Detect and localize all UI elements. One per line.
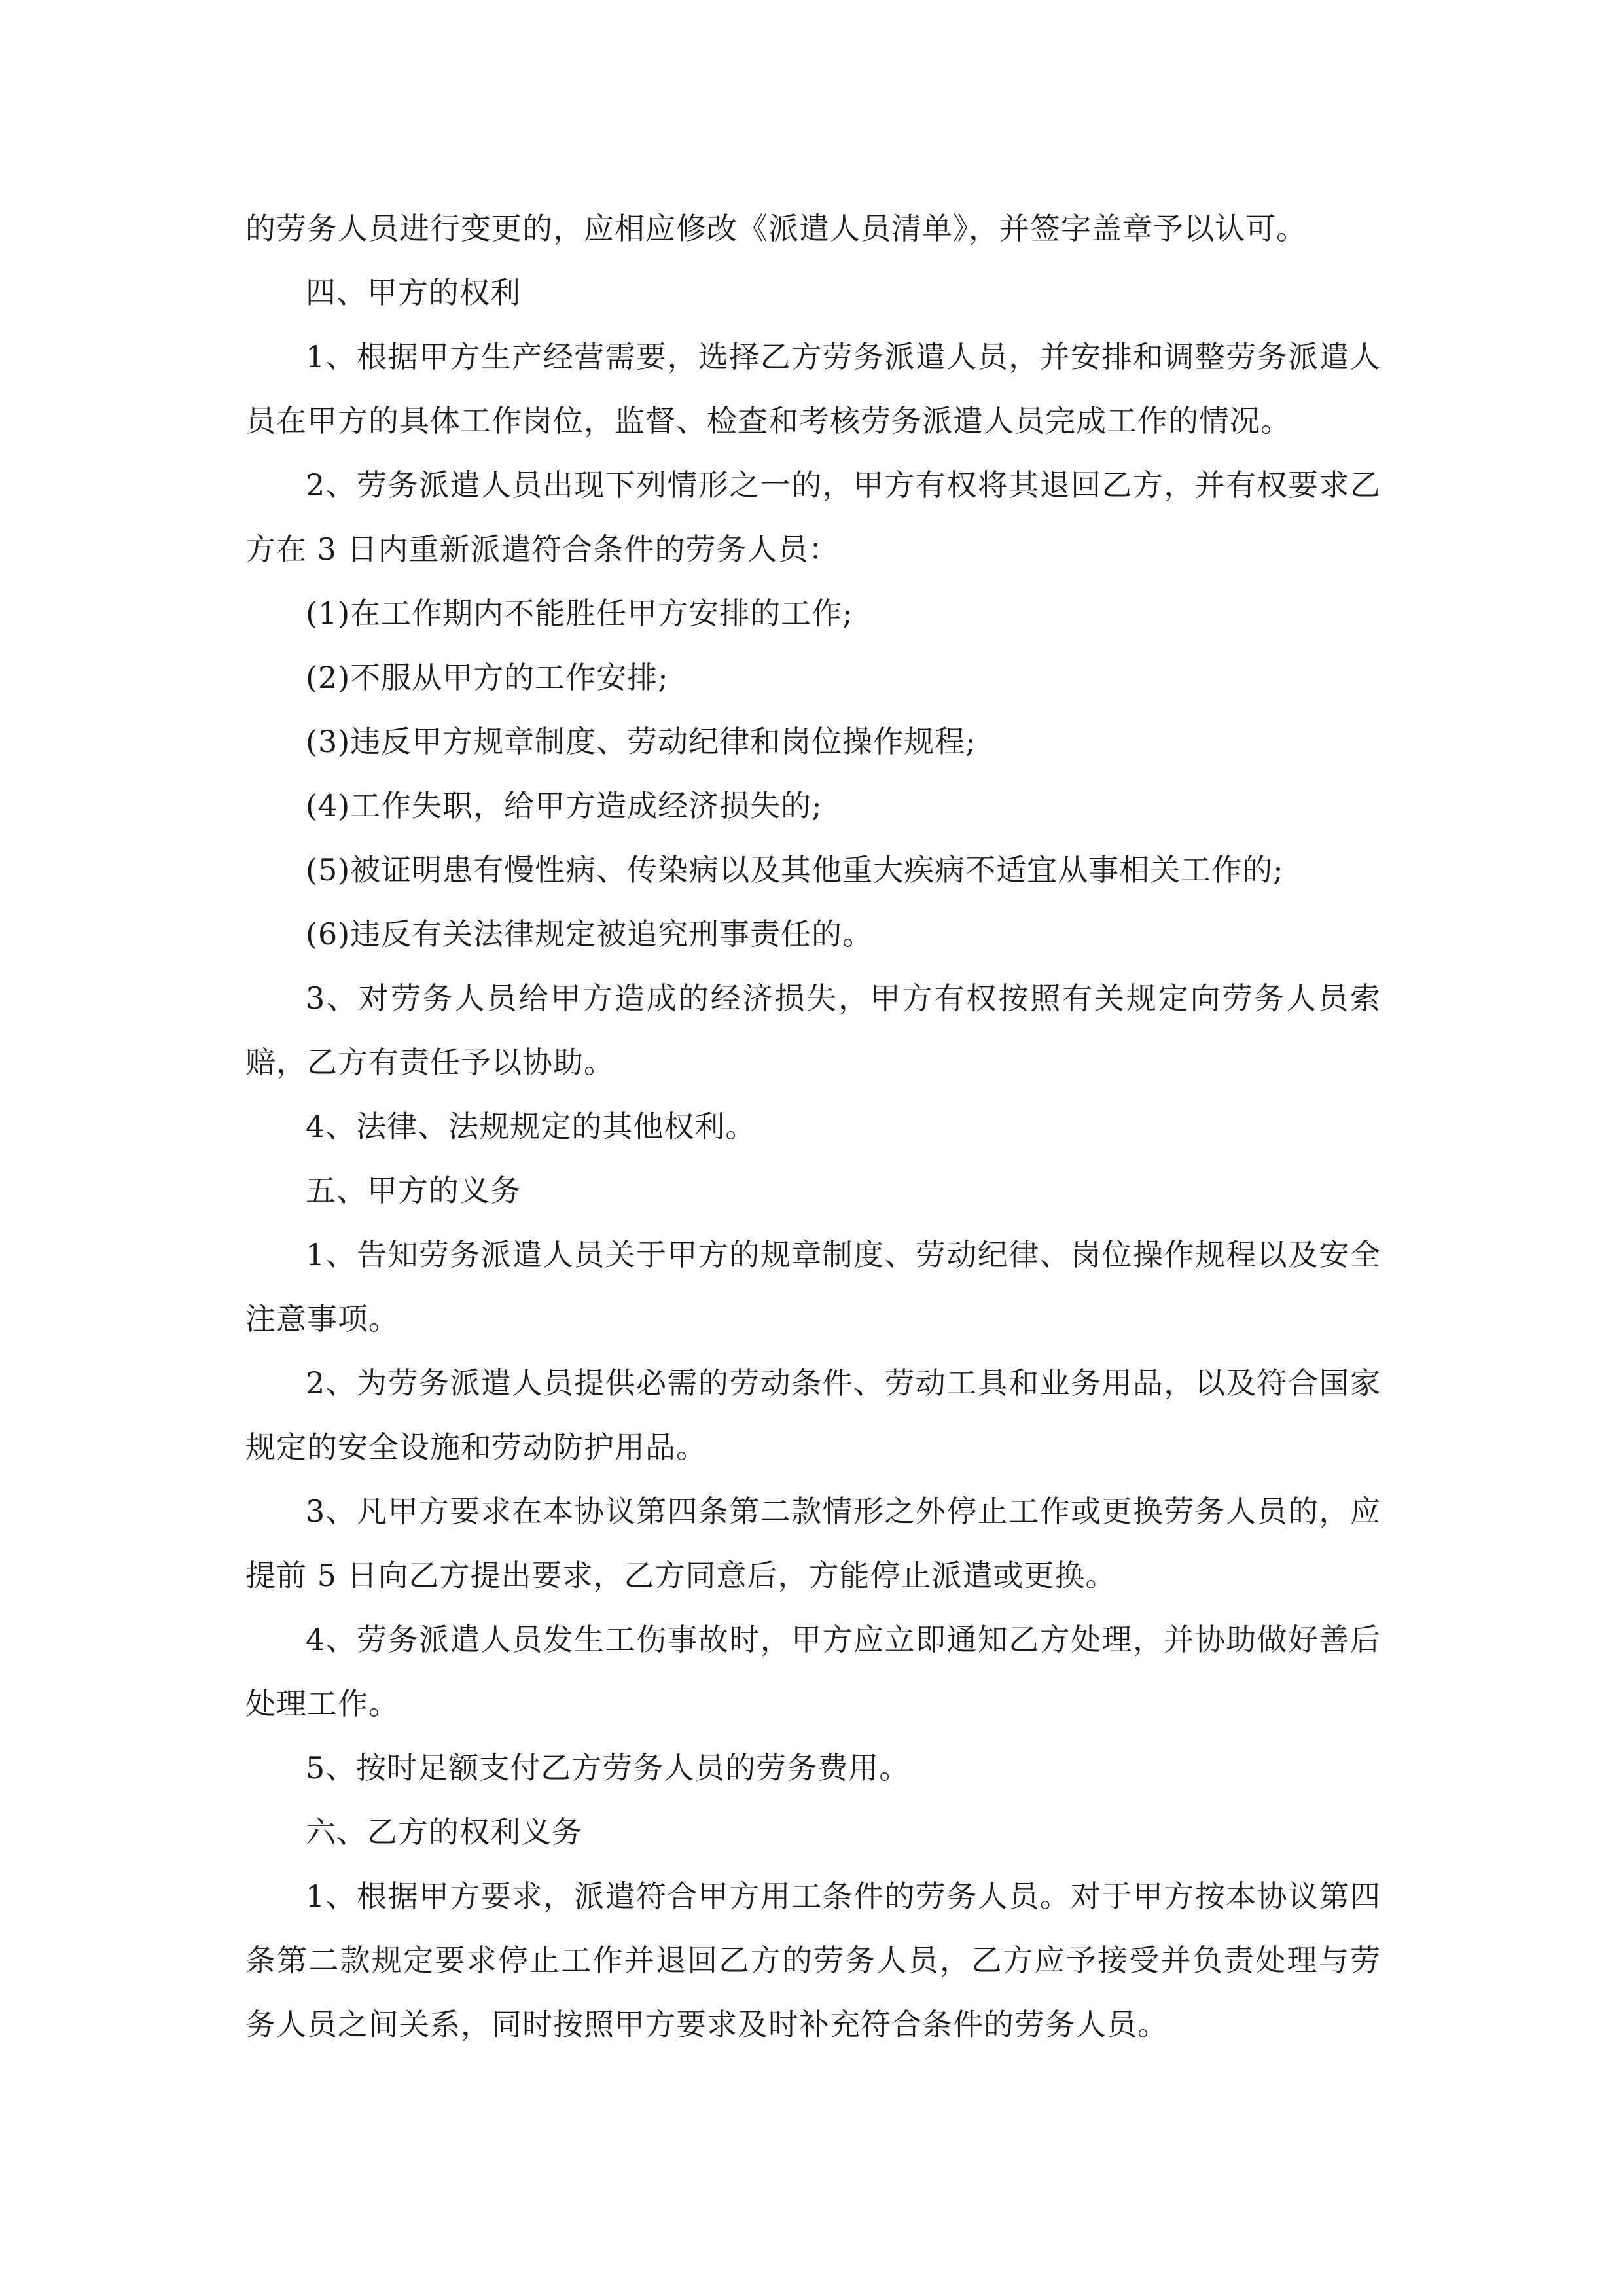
list-item-5: (5)被证明患有慢性病、传染病以及其他重大疾病不适宜从事相关工作的;: [306, 852, 1284, 888]
document-body: [245, 196, 1381, 2056]
paragraph-17: 5、按时足额支付乙方劳务人员的劳务费用。: [306, 1750, 910, 1785]
paragraph-15: 3、凡甲方要求在本协议第四条第二款情形之外停止工作或更换劳务人员的，应提前 5 日向乙方提出要求，乙方同意后，方能停止派遣或更换。: [245, 1494, 1381, 1593]
paragraph-19: 1、根据甲方要求，派遣符合甲方用工条件的劳务人员。对于甲方按本协议第四条第二款规定要求停止工作并退回乙方的劳务人员，乙方应予接受并负责处理与劳务人员之间关系，同时按照甲方要求及时补充符合条件的劳务人员。: [245, 1878, 1381, 2042]
paragraph-3: 2、劳务派遣人员出现下列情形之一的，甲方有权将其退回乙方，并有权要求乙方在 3 日内重新派遣符合条件的劳务人员：: [245, 467, 1381, 567]
list-item-4: (4)工作失职，给甲方造成经济损失的;: [306, 788, 823, 823]
paragraph-0: 的劳务人员进行变更的，应相应修改《派遣人员清单》，并签字盖章予以认可。: [245, 211, 1307, 246]
list-item-6: (6)违反有关法律规定被追究刑事责任的。: [306, 916, 874, 952]
paragraph-11: 4、法律、法规规定的其他权利。: [306, 1109, 757, 1144]
list-item-1: (1)在工作期内不能胜任甲方安排的工作;: [306, 596, 853, 631]
section-heading-6: 六、乙方的权利义务: [306, 1814, 582, 1850]
section-heading-5: 五、甲方的义务: [306, 1173, 521, 1208]
section-heading-4: 四、甲方的权利: [306, 275, 521, 310]
paragraph-13: 1、告知劳务派遣人员关于甲方的规章制度、劳动纪律、岗位操作规程以及安全注意事项。: [245, 1237, 1381, 1336]
paragraph-14: 2、为劳务派遣人员提供必需的劳动条件、劳动工具和业务用品，以及符合国家规定的安全设施和劳动防护用品。: [245, 1365, 1381, 1465]
paragraph-16: 4、劳务派遣人员发生工伤事故时，甲方应立即通知乙方处理，并协助做好善后处理工作。: [245, 1622, 1381, 1721]
list-item-2: (2)不服从甲方的工作安排;: [306, 660, 669, 695]
list-item-3: (3)违反甲方规章制度、劳动纪律和岗位操作规程;: [306, 724, 976, 759]
paragraph-2: 1、根据甲方生产经营需要，选择乙方劳务派遣人员，并安排和调整劳务派遣人员在甲方的具体工作岗位，监督、检查和考核劳务派遣人员完成工作的情况。: [245, 339, 1381, 439]
paragraph-10: 3、对劳务人员给甲方造成的经济损失，甲方有权按照有关规定向劳务人员索赔，乙方有责任予以协助。: [245, 980, 1381, 1080]
